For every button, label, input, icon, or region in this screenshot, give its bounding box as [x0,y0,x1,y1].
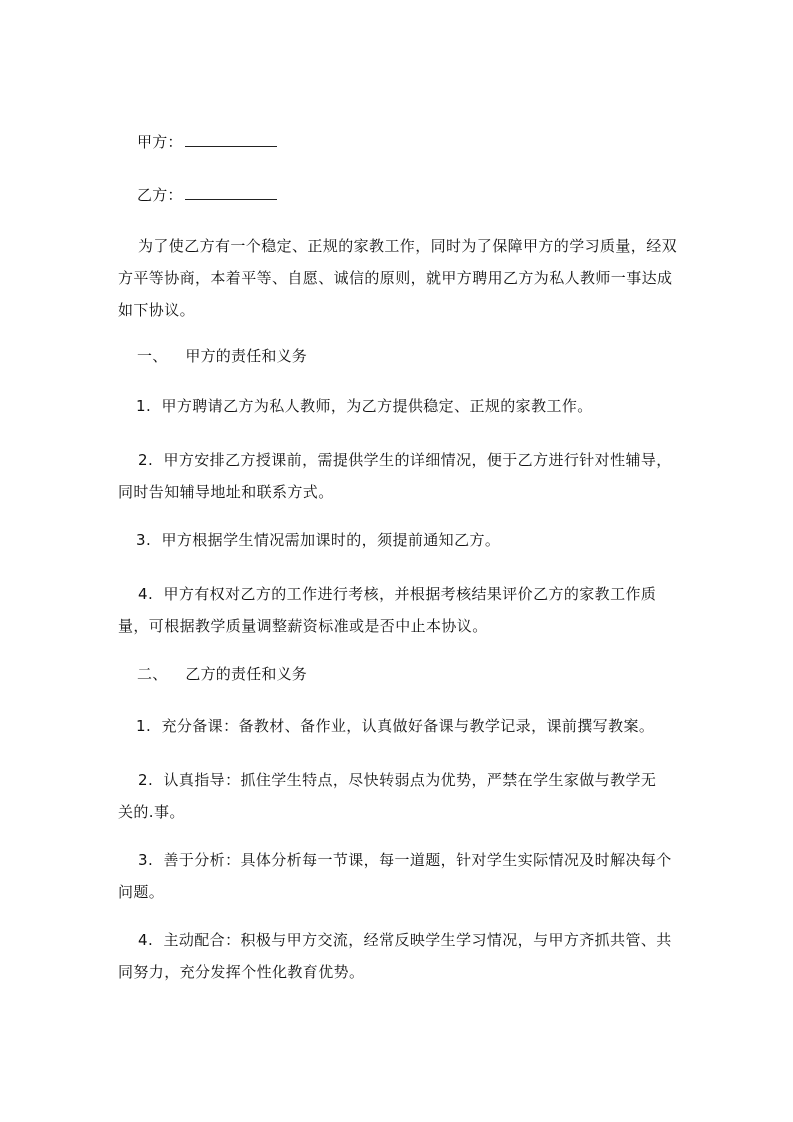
section2-item-1 [118,710,678,742]
item-number: 3. [136,531,152,549]
party-a-line [137,132,277,152]
item-text: 主动配合：积极与甲方交流，经常反映学生学习情况，与甲方齐抓共管、共同努力，充分发挥个性化教育优势。 [118,931,672,981]
item-number: 4. [138,585,154,603]
section1-item-1 [118,390,678,422]
party-b-line [137,185,277,205]
section2-title: 乙方的责任和义务 [185,665,308,683]
section2-number: 二、 [137,665,168,683]
party-a-blank [185,132,277,147]
section1-item-3 [118,524,678,556]
party-b-label: 乙方： [137,186,183,204]
item-text: 认真指导：抓住学生特点，尽快转弱点为优势，严禁在学生家做与教学无关的.事。 [118,771,657,821]
section1-item-4 [118,578,686,642]
section1-item-2 [118,444,686,508]
item-number: 2. [138,451,154,469]
item-text: 充分备课：备教材、备作业，认真做好备课与教学记录，课前撰写教案。 [161,717,655,735]
section2-heading [137,664,307,684]
section1-number: 一、 [137,347,168,365]
item-text: 甲方根据学生情况需加课时的，须提前通知乙方。 [161,531,501,549]
item-text: 甲方有权对乙方的工作进行考核，并根据考核结果评价乙方的家教工作质量，可根据教学质量调整薪资标准或是否中止本协议。 [118,585,657,635]
section1-title: 甲方的责任和义务 [185,347,308,365]
section2-item-3 [118,844,680,908]
item-number: 2. [138,771,154,789]
party-b-blank [185,185,277,200]
item-text: 甲方聘请乙方为私人教师，为乙方提供稳定、正规的家教工作。 [161,397,593,415]
section2-item-4 [118,924,678,988]
section1-heading [137,346,307,366]
section2-item-2 [118,764,663,828]
item-number: 4. [138,931,154,949]
item-number: 1. [136,717,152,735]
intro-paragraph: 为了使乙方有一个稳定、正规的家教工作，同时为了保障甲方的学习质量，经双方平等协商，本着平等、自愿、诚信的原则，就甲方聘用乙方为私人教师一事达成如下协议。 [118,237,678,319]
item-text: 善于分析：具体分析每一节课，每一道题，针对学生实际情况及时解决每个问题。 [118,851,672,901]
item-number: 1. [136,397,152,415]
item-number: 3. [138,851,154,869]
party-a-label: 甲方： [137,133,183,151]
item-text: 甲方安排乙方授课前，需提供学生的详细情况，便于乙方进行针对性辅导，同时告知辅导地址和联系方式。 [118,451,672,501]
